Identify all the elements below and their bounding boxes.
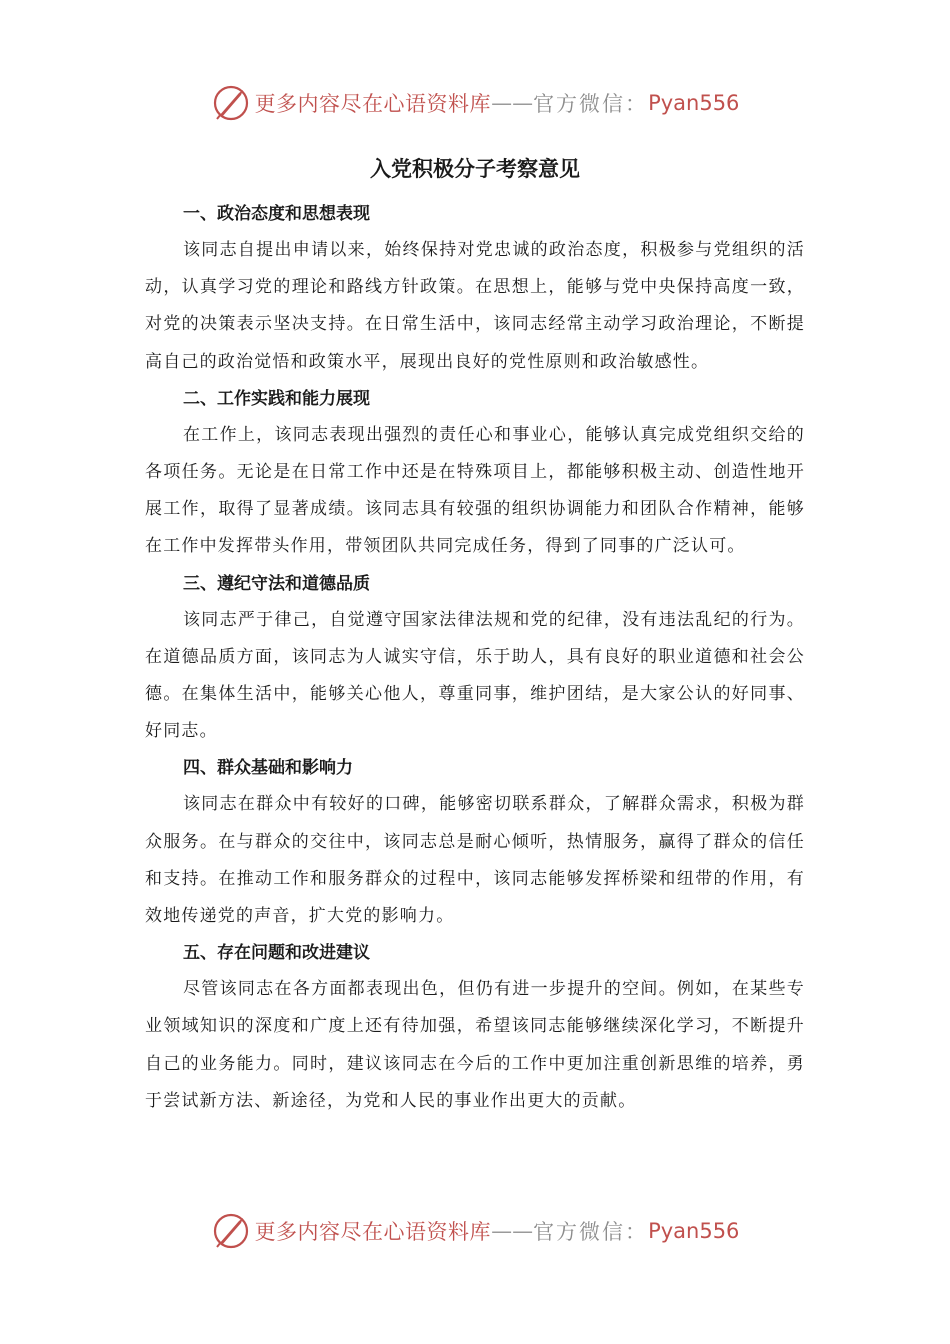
watermark-dash: —— bbox=[491, 91, 534, 115]
quill-logo-icon bbox=[211, 83, 251, 123]
watermark-official-label: 官方微信： bbox=[533, 92, 649, 116]
section-paragraph: 尽管该同志在各方面都表现出色，但仍有进一步提升的空间。例如，在某些专业领域知识的深度和广度上还有待加强，希望该同志能够继续深化学习，不断提升自己的业务能力。同时，建议该同志在今后的工作中更加注重创新思维的培养，勇于尝试新方法、新途径，为党和人民的事业作出更大的贡献。 bbox=[145, 979, 805, 1111]
watermark-official-label: 官方微信： bbox=[533, 1220, 649, 1244]
quill-logo-icon bbox=[211, 1211, 251, 1251]
section-heading: 一、政治态度和思想表现 bbox=[183, 204, 370, 224]
document-body bbox=[145, 148, 805, 1120]
section-heading: 四、群众基础和影响力 bbox=[183, 758, 353, 779]
section-paragraph: 在工作上，该同志表现出强烈的责任心和事业心，能够认真完成党组织交给的各项任务。无论是在日常工作中还是在特殊项目上，都能够积极主动、创造性地开展工作，取得了显著成绩。该同志具有较强的组织协调能力和团队合作精神，能够在工作中发挥带头作用，带领团队共同完成任务，得到了同事的广泛认可。 bbox=[145, 424, 805, 557]
footer-watermark bbox=[0, 1206, 950, 1256]
watermark-wechat-id: Pyan556 bbox=[648, 91, 740, 115]
document-title: 入党积极分子考察意见 bbox=[370, 157, 580, 181]
watermark-dash: —— bbox=[491, 1219, 534, 1243]
section-paragraph: 该同志严于律己，自觉遵守国家法律法规和党的纪律，没有违法乱纪的行为。在道德品质方面，该同志为人诚实守信，乐于助人，具有良好的职业道德和社会公德。在集体生活中，能够关心他人，尊重同事，维护团结，是大家公认的好同事、好同志。 bbox=[145, 609, 805, 742]
header-watermark bbox=[0, 78, 950, 128]
section-paragraph: 该同志在群众中有较好的口碑，能够密切联系群众，了解群众需求，积极为群众服务。在与群众的交往中，该同志总是耐心倾听，热情服务，赢得了群众的信任和支持。在推动工作和服务群众的过程中，该同志能够发挥桥梁和纽带的作用，有效地传递党的声音，扩大党的影响力。 bbox=[145, 794, 805, 927]
section-heading: 三、遵纪守法和道德品质 bbox=[183, 573, 370, 594]
watermark-brand-text: 更多内容尽在心语资料库 bbox=[254, 92, 492, 116]
watermark-wechat-id: Pyan556 bbox=[648, 1219, 740, 1243]
watermark-brand-text: 更多内容尽在心语资料库 bbox=[254, 1220, 492, 1244]
section-heading: 五、存在问题和改进建议 bbox=[183, 943, 370, 964]
section-paragraph: 该同志自提出申请以来，始终保持对党忠诚的政治态度，积极参与党组织的活动，认真学习党的理论和路线方针政策。在思想上，能够与党中央保持高度一致，对党的决策表示坚决支持。在日常生活中，该同志经常主动学习政治理论，不断提高自己的政治觉悟和政策水平，展现出良好的党性原则和政治敏感性。 bbox=[145, 240, 805, 372]
section-heading: 二、工作实践和能力展现 bbox=[183, 388, 370, 409]
